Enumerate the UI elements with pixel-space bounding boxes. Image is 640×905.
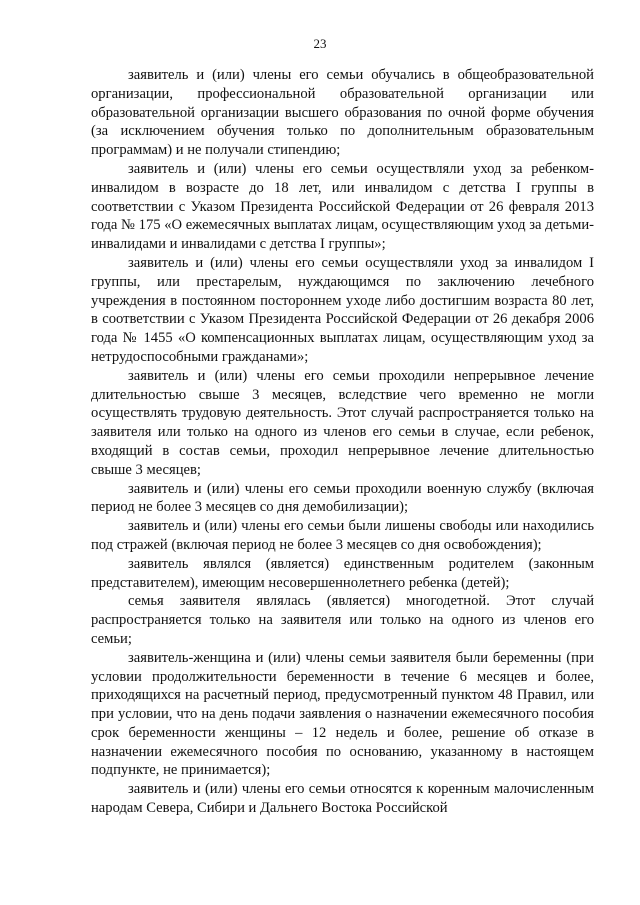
document-body — [91, 66, 594, 818]
paragraph-large-family: семья заявителя являлась (является) многодетной. Этот случай распространяется только на заявителя или только на одного из членов его семьи; — [91, 593, 594, 647]
paragraph-disabled-child-care: заявитель и (или) члены его семьи осуществляли уход за ребенком-инвалидом в возрасте до 18 лет, или инвалидом с детства I группы в соответствии с Указом Президента Российской Федерации от 26 февраля 2013 года № 175 «О ежемесячных выплатах лицам, осуществляющим уход за детьми-инвалидами и инвалидами с детства I группы»; — [91, 160, 594, 253]
paragraph-indigenous-peoples: заявитель и (или) члены его семьи относятся к коренным малочисленным народам Севера, Сибири и Дальнего Востока Российской — [91, 781, 594, 817]
paragraph-education: заявитель и (или) члены его семьи обучались в общеобразовательной организации, профессиональной образовательной организации или образовательной организации высшего образования по очной форме обучения (за исключением обучения только по дополнительным образовательным программам) и не получали стипендию; — [91, 67, 594, 159]
paragraph-disabled-elderly-care: заявитель и (или) члены его семьи осуществляли уход за инвалидом I группы, или престарелым, нуждающимся по заключению лечебного учреждения в постоянном постороннем уходе либо достигшим возраста 80 лет, в соответствии с Указом Президента Российской Федерации от 26 декабря 2006 года № 1455 «О компенсационных выплатах лицам, осуществляющим уход за нетрудоспособными гражданами»; — [91, 254, 594, 365]
paragraph-pregnancy: заявитель-женщина и (или) члены семьи заявителя были беременны (при условии продолжительности беременности в течение 6 месяцев и более, приходящихся на расчетный период, предусмотренный пунктом 48 Правил, или при условии, что на день подачи заявления о назначении ежемесячного пособия срок беременности женщины – 12 недель и более, решение об отказе в назначении ежемесячного пособия по основанию, указанному в настоящем подпункте, не принимается); — [91, 649, 594, 779]
paragraph-medical-treatment: заявитель и (или) члены его семьи проходили непрерывное лечение длительностью свыше 3 месяцев, вследствие чего временно не могли осуществлять трудовую деятельность. Этот случай распространяется только на заявителя или только на одного из членов его семьи в случае, если ребенок, входящий в состав семьи, проходил непрерывное лечение длительностью свыше 3 месяцев; — [91, 367, 594, 478]
page-number: 23 — [313, 36, 327, 51]
paragraph-military-service: заявитель и (или) члены его семьи проходили военную службу (включая период не более 3 месяцев со дня демобилизации); — [91, 480, 594, 516]
paragraph-single-parent: заявитель являлся (является) единственным родителем (законным представителем), имеющим несовершеннолетнего ребенка (детей); — [91, 555, 594, 591]
paragraph-imprisonment: заявитель и (или) члены его семьи были лишены свободы или находились под стражей (включая период не более 3 месяцев со дня освобождения); — [91, 518, 594, 553]
